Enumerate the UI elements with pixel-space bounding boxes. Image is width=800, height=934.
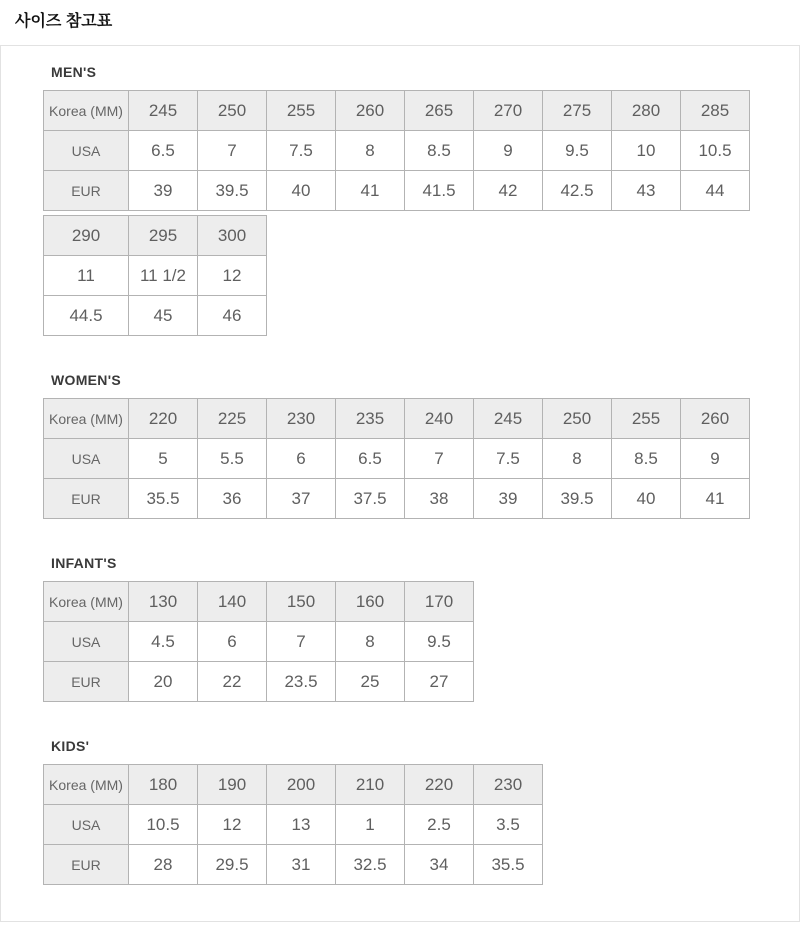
size-mm-cell: 300 — [198, 216, 267, 256]
size-value-cell: 6 — [198, 622, 267, 662]
size-mm-cell: 265 — [405, 91, 474, 131]
size-value-cell: 42.5 — [543, 171, 612, 211]
size-mm-cell: 290 — [44, 216, 129, 256]
size-value-row — [44, 662, 474, 702]
section-title-womens: WOMEN'S — [51, 372, 121, 388]
region-label-cell: EUR — [44, 171, 129, 211]
size-value-cell: 39 — [474, 479, 543, 519]
korea-mm-label-cell: Korea (MM) — [44, 765, 129, 805]
size-mm-header-row — [44, 216, 267, 256]
size-mm-cell: 210 — [336, 765, 405, 805]
size-value-cell: 40 — [267, 171, 336, 211]
womens-size-table — [43, 398, 779, 519]
size-value-cell: 31 — [267, 845, 336, 885]
mens-size-table-2 — [43, 215, 779, 336]
size-value-cell: 13 — [267, 805, 336, 845]
size-value-cell: 23.5 — [267, 662, 336, 702]
size-value-row — [44, 845, 543, 885]
size-value-cell: 41 — [681, 479, 750, 519]
size-mm-cell: 245 — [474, 399, 543, 439]
size-mm-cell: 275 — [543, 91, 612, 131]
size-value-cell: 7.5 — [474, 439, 543, 479]
size-value-cell: 9 — [681, 439, 750, 479]
size-value-cell: 22 — [198, 662, 267, 702]
region-label-cell: EUR — [44, 845, 129, 885]
size-value-cell: 9 — [474, 131, 543, 171]
size-mm-cell: 230 — [267, 399, 336, 439]
size-value-cell: 39.5 — [198, 171, 267, 211]
size-mm-cell: 225 — [198, 399, 267, 439]
size-chart-panel — [0, 45, 800, 922]
korea-mm-label-cell: Korea (MM) — [44, 91, 129, 131]
size-value-cell: 6.5 — [336, 439, 405, 479]
size-mm-cell: 260 — [336, 91, 405, 131]
region-label-cell: USA — [44, 805, 129, 845]
section-title-mens: MEN'S — [51, 64, 97, 80]
size-value-cell: 3.5 — [474, 805, 543, 845]
size-table — [43, 764, 543, 885]
size-value-cell: 41 — [336, 171, 405, 211]
size-value-row — [44, 622, 474, 662]
size-value-cell: 40 — [612, 479, 681, 519]
section-kids — [43, 738, 779, 885]
size-value-cell: 8 — [336, 131, 405, 171]
size-value-cell: 6 — [267, 439, 336, 479]
size-value-cell: 10.5 — [129, 805, 198, 845]
region-label-cell: USA — [44, 131, 129, 171]
size-value-cell: 9.5 — [405, 622, 474, 662]
infants-size-table — [43, 581, 779, 702]
size-value-cell: 7 — [198, 131, 267, 171]
size-value-cell: 35.5 — [474, 845, 543, 885]
section-title-infants: INFANT'S — [51, 555, 117, 571]
size-value-cell: 5 — [129, 439, 198, 479]
region-label-cell: EUR — [44, 662, 129, 702]
size-mm-cell: 285 — [681, 91, 750, 131]
size-mm-cell: 255 — [267, 91, 336, 131]
size-value-cell: 45 — [129, 296, 198, 336]
size-value-row — [44, 171, 750, 211]
size-value-cell: 37.5 — [336, 479, 405, 519]
section-mens — [43, 64, 779, 336]
size-mm-header-row — [44, 765, 543, 805]
korea-mm-label-cell: Korea (MM) — [44, 399, 129, 439]
region-label-cell: EUR — [44, 479, 129, 519]
size-mm-cell: 280 — [612, 91, 681, 131]
size-table — [43, 215, 267, 336]
size-value-cell: 11 — [44, 256, 129, 296]
size-mm-cell: 245 — [129, 91, 198, 131]
size-value-row — [44, 439, 750, 479]
kids-size-table — [43, 764, 779, 885]
size-value-cell: 42 — [474, 171, 543, 211]
size-mm-cell: 130 — [129, 582, 198, 622]
size-value-row — [44, 256, 267, 296]
size-value-cell: 2.5 — [405, 805, 474, 845]
size-value-cell: 10.5 — [681, 131, 750, 171]
size-mm-cell: 250 — [198, 91, 267, 131]
size-value-cell: 28 — [129, 845, 198, 885]
size-mm-cell: 255 — [612, 399, 681, 439]
size-mm-cell: 260 — [681, 399, 750, 439]
size-mm-cell: 235 — [336, 399, 405, 439]
size-mm-header-row — [44, 582, 474, 622]
size-mm-cell: 250 — [543, 399, 612, 439]
size-table — [43, 90, 750, 211]
section-title-kids: KIDS' — [51, 738, 90, 754]
size-mm-cell: 160 — [336, 582, 405, 622]
region-label-cell: USA — [44, 622, 129, 662]
size-value-cell: 20 — [129, 662, 198, 702]
size-value-cell: 8 — [543, 439, 612, 479]
size-mm-header-row — [44, 399, 750, 439]
size-table — [43, 581, 474, 702]
section-womens — [43, 372, 779, 519]
size-value-cell: 7 — [267, 622, 336, 662]
size-value-cell: 8.5 — [405, 131, 474, 171]
size-value-cell: 27 — [405, 662, 474, 702]
korea-mm-label-cell: Korea (MM) — [44, 582, 129, 622]
mens-size-table-1 — [43, 90, 779, 211]
size-value-cell: 44.5 — [44, 296, 129, 336]
size-mm-cell: 270 — [474, 91, 543, 131]
size-value-cell: 5.5 — [198, 439, 267, 479]
size-value-cell: 43 — [612, 171, 681, 211]
size-value-cell: 12 — [198, 805, 267, 845]
page-title: 사이즈 참고표 — [15, 13, 113, 30]
size-mm-cell: 295 — [129, 216, 198, 256]
size-mm-cell: 180 — [129, 765, 198, 805]
size-value-cell: 34 — [405, 845, 474, 885]
size-mm-cell: 150 — [267, 582, 336, 622]
size-mm-cell: 170 — [405, 582, 474, 622]
size-value-cell: 39 — [129, 171, 198, 211]
size-value-cell: 1 — [336, 805, 405, 845]
size-mm-cell: 190 — [198, 765, 267, 805]
size-value-cell: 7 — [405, 439, 474, 479]
region-label-cell: USA — [44, 439, 129, 479]
size-mm-header-row — [44, 91, 750, 131]
size-mm-cell: 140 — [198, 582, 267, 622]
size-value-cell: 6.5 — [129, 131, 198, 171]
size-mm-cell: 200 — [267, 765, 336, 805]
size-value-cell: 35.5 — [129, 479, 198, 519]
size-value-cell: 36 — [198, 479, 267, 519]
size-value-cell: 10 — [612, 131, 681, 171]
size-value-cell: 39.5 — [543, 479, 612, 519]
size-value-row — [44, 131, 750, 171]
size-mm-cell: 220 — [405, 765, 474, 805]
size-mm-cell: 240 — [405, 399, 474, 439]
size-value-cell: 46 — [198, 296, 267, 336]
size-value-cell: 11 1/2 — [129, 256, 198, 296]
section-infants — [43, 555, 779, 702]
size-value-cell: 8.5 — [612, 439, 681, 479]
size-mm-cell: 230 — [474, 765, 543, 805]
size-value-cell: 41.5 — [405, 171, 474, 211]
size-value-row — [44, 479, 750, 519]
size-value-cell: 25 — [336, 662, 405, 702]
size-value-cell: 7.5 — [267, 131, 336, 171]
size-value-cell: 32.5 — [336, 845, 405, 885]
size-value-row — [44, 805, 543, 845]
size-value-cell: 12 — [198, 256, 267, 296]
size-mm-cell: 220 — [129, 399, 198, 439]
size-value-cell: 4.5 — [129, 622, 198, 662]
size-value-row — [44, 296, 267, 336]
size-value-cell: 9.5 — [543, 131, 612, 171]
size-value-cell: 8 — [336, 622, 405, 662]
size-value-cell: 38 — [405, 479, 474, 519]
size-value-cell: 29.5 — [198, 845, 267, 885]
size-value-cell: 37 — [267, 479, 336, 519]
size-table — [43, 398, 750, 519]
size-value-cell: 44 — [681, 171, 750, 211]
